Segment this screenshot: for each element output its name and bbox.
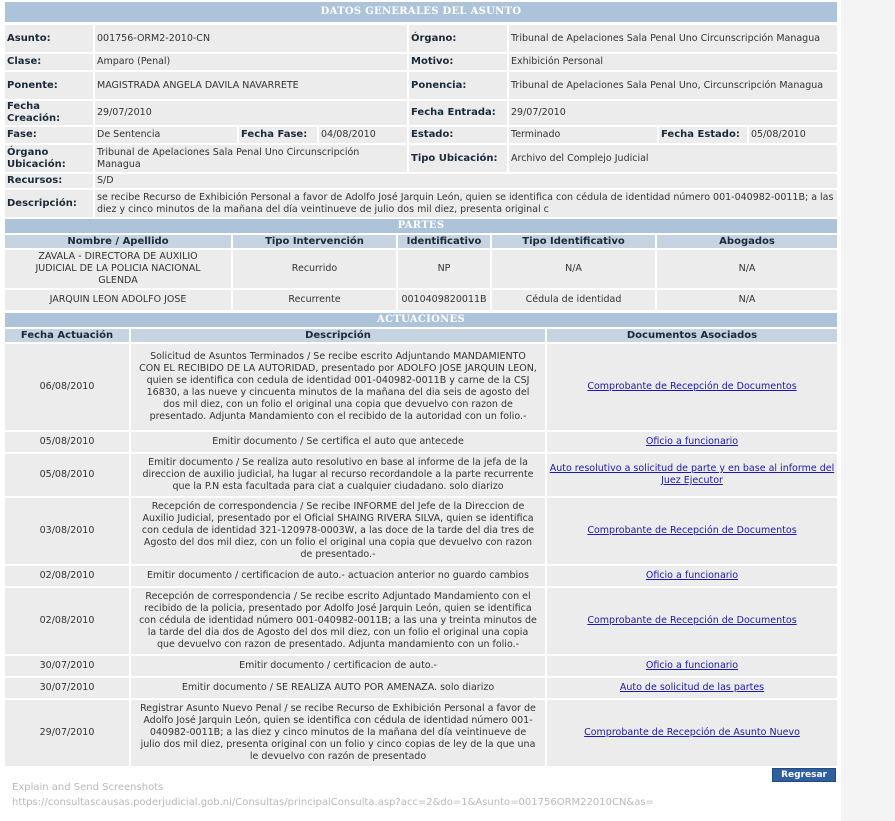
recursos-value: S/D xyxy=(95,174,837,188)
actu-documento-cell xyxy=(547,678,837,698)
parte-identificativo: NP xyxy=(398,250,490,288)
page-content xyxy=(3,0,839,768)
organo-ubicacion-label: Órgano Ubicación: xyxy=(5,145,93,172)
parte-tipo-intervencion: Recurrido xyxy=(233,250,396,288)
motivo-label: Motivo: xyxy=(409,54,507,70)
actu-col-documentos: Documentos Asociados xyxy=(547,329,837,342)
organo-label: Órgano: xyxy=(409,25,507,52)
documento-link[interactable]: Comprobante de Recepción de Documentos xyxy=(587,381,797,392)
partes-header: PARTES xyxy=(5,219,837,233)
fecha-fase-value: 04/08/2010 xyxy=(319,127,407,143)
actu-fecha: 05/08/2010 xyxy=(5,454,129,496)
actu-descripcion: Emitir documento / Se certifica el auto que antecede xyxy=(131,432,545,452)
actu-documento-cell xyxy=(547,344,837,430)
datos-generales-header: DATOS GENERALES DEL ASUNTO xyxy=(5,2,837,22)
parte-abogados: N/A xyxy=(657,250,837,288)
table-row xyxy=(5,700,837,766)
estado-label: Estado: xyxy=(409,127,507,143)
actu-fecha: 29/07/2010 xyxy=(5,700,129,766)
fecha-creacion-value: 29/07/2010 xyxy=(95,101,407,125)
table-row xyxy=(5,588,837,654)
clase-label: Clase: xyxy=(5,54,93,70)
parte-nombre: JARQUIN LEON ADOLFO JOSE xyxy=(5,290,231,310)
motivo-value: Exhibición Personal xyxy=(509,54,837,70)
fecha-creacion-label: Fecha Creación: xyxy=(5,101,93,125)
general-data-table xyxy=(3,23,839,219)
actu-documento-cell xyxy=(547,566,837,586)
actu-descripcion: Emitir documento / certificacion de auto.- actuacion anterior no guardo cambios xyxy=(131,566,545,586)
ponente-label: Ponente: xyxy=(5,72,93,99)
fecha-entrada-label: Fecha Entrada: xyxy=(409,101,507,125)
parte-tipo-identificativo: N/A xyxy=(492,250,655,288)
documento-link[interactable]: Comprobante de Recepción de Documentos xyxy=(587,525,797,536)
ponente-value: MAGISTRADA ANGELA DAVILA NAVARRETE xyxy=(95,72,407,99)
partes-col-tipo-identificativo: Tipo Identificativo xyxy=(492,235,655,248)
table-row xyxy=(5,250,837,288)
actuaciones-header: ACTUACIONES xyxy=(5,313,837,327)
actuaciones-table xyxy=(3,327,839,768)
table-row xyxy=(5,344,837,430)
descripcion-label: Descripción: xyxy=(5,190,93,217)
table-row xyxy=(5,498,837,564)
parte-tipo-intervencion: Recurrente xyxy=(233,290,396,310)
asunto-label: Asunto: xyxy=(5,25,93,52)
actu-fecha: 30/07/2010 xyxy=(5,678,129,698)
descripcion-value: se recibe Recurso de Exhibición Personal a favor de Adolfo José Jarquin León, quien se identifica con cédula de identidad número 001-040982-0011B; a las diez y cinco minutos de la mañana del día veintinueve de julio dos mil diez, presenta original c xyxy=(95,190,837,217)
page-url-text: https://consultascausas.poderjudicial.gob.ni/Consultas/principalConsulta.asp?acc=2&do=1&Asunto=001756ORM22010CN&as= xyxy=(12,797,654,808)
actu-col-fecha: Fecha Actuación xyxy=(5,329,129,342)
explain-screenshots-text: Explain and Send Screenshots xyxy=(12,782,164,793)
partes-col-identificativo: Identificativo xyxy=(398,235,490,248)
asunto-value: 001756-ORM2-2010-CN xyxy=(95,25,407,52)
partes-col-tipo-intervencion: Tipo Intervención xyxy=(233,235,396,248)
fecha-estado-value: 05/08/2010 xyxy=(749,127,837,143)
actu-descripcion: Recepción de correspondencia / Se recibe escrito Adjuntado Mandamiento con el recibido de la policia, presentado por Adolfo José Jarquin León, quien se identifica con cédula de identidad número 001-040982-0011B; a las una y treinta minutos de la tarde del dia dos de Agosto del dos mil diez, con un folio el original una copia que devuelvo con razon de presentado. Adjunta mandamiento con un folio.- xyxy=(131,588,545,654)
organo-value: Tribunal de Apelaciones Sala Penal Uno Circunscripción Managua xyxy=(509,25,837,52)
parte-tipo-identificativo: Cédula de identidad xyxy=(492,290,655,310)
actu-col-descripcion: Descripción xyxy=(131,329,545,342)
organo-ubicacion-value: Tribunal de Apelaciones Sala Penal Uno Circunscripción Managua xyxy=(95,145,407,172)
right-margin xyxy=(841,0,895,821)
tipo-ubicacion-label: Tipo Ubicación: xyxy=(409,145,507,172)
table-row xyxy=(5,678,837,698)
recursos-label: Recursos: xyxy=(5,174,93,188)
actu-fecha: 03/08/2010 xyxy=(5,498,129,564)
actu-documento-cell xyxy=(547,432,837,452)
table-row xyxy=(5,566,837,586)
documento-link[interactable]: Auto resolutivo a solicitud de parte y en base al informe del Juez Ejecutor xyxy=(549,463,835,486)
actu-fecha: 06/08/2010 xyxy=(5,344,129,430)
parte-nombre: ZAVALA - DIRECTORA DE AUXILIO JUDICIAL DE LA POLICIA NACIONAL GLENDA xyxy=(5,250,231,288)
partes-col-abogados: Abogados xyxy=(657,235,837,248)
table-row xyxy=(5,454,837,496)
documento-link[interactable]: Comprobante de Recepción de Documentos xyxy=(587,615,797,626)
table-row xyxy=(5,656,837,676)
actu-fecha: 05/08/2010 xyxy=(5,432,129,452)
documento-link[interactable]: Oficio a funcionario xyxy=(645,660,739,671)
ponencia-value: Tribunal de Apelaciones Sala Penal Uno, Circunscripción Managua xyxy=(509,72,837,99)
clase-value: Amparo (Penal) xyxy=(95,54,407,70)
documento-link[interactable]: Oficio a funcionario xyxy=(645,436,739,447)
parte-abogados: N/A xyxy=(657,290,837,310)
actu-descripcion: Emitir documento / Se realiza auto resolutivo en base al informe de la jefa de la direccion de auxilio judicial, ha lugar al recurso recordandole a la parte recurrente que la P.N esta facultada para ciat a cualquier ciudadano. solo diarizo xyxy=(131,454,545,496)
actu-fecha: 02/08/2010 xyxy=(5,566,129,586)
fecha-entrada-value: 29/07/2010 xyxy=(509,101,837,125)
documento-link[interactable]: Oficio a funcionario xyxy=(645,570,739,581)
actu-documento-cell xyxy=(547,454,837,496)
actu-documento-cell xyxy=(547,700,837,766)
actu-documento-cell xyxy=(547,656,837,676)
table-row xyxy=(5,432,837,452)
actu-descripcion: Registrar Asunto Nuevo Penal / se recibe Recurso de Exhibición Personal a favor de Adolfo José Jarquin León, quien se identifica con cédula de identidad número 001-040982-0011B; a las diez y cinco minutos de la mañana del día veintinueve de julio dos mil diez, presenta original con un folio y cinco copias de ley de la que una le devuelvo con razón de presentado xyxy=(131,700,545,766)
documento-link[interactable]: Comprobante de Recepción de Asunto Nuevo xyxy=(584,727,800,738)
estado-value: Terminado xyxy=(509,127,657,143)
table-row xyxy=(5,290,837,310)
actu-documento-cell xyxy=(547,498,837,564)
regresar-button[interactable]: Regresar xyxy=(772,768,836,782)
fecha-fase-label: Fecha Fase: xyxy=(239,127,317,143)
documento-link[interactable]: Auto de solicitud de las partes xyxy=(619,682,765,693)
fase-label: Fase: xyxy=(5,127,93,143)
actu-descripcion: Emitir documento / SE REALIZA AUTO POR AMENAZA. solo diarizo xyxy=(131,678,545,698)
actu-fecha: 30/07/2010 xyxy=(5,656,129,676)
fase-value: De Sentencia xyxy=(95,127,237,143)
actu-documento-cell xyxy=(547,588,837,654)
actu-descripcion: Emitir documento / certificacion de auto.- xyxy=(131,656,545,676)
fecha-estado-label: Fecha Estado: xyxy=(659,127,747,143)
actu-descripcion: Recepción de correspondencia / Se recibe INFORME del Jefe de la Direccion de Auxilio Judicial, presentado por el Oficial SHAING RIVERA SILVA, quien se identifica con cedula de identidad 321-120978-0003W, a las doce de la tarde del dia tres de Agosto del dos mil diez, con un folio el original una copia que devuelvo con razon de presentado.- xyxy=(131,498,545,564)
actu-descripcion: Solicitud de Asuntos Terminados / Se recibe escrito Adjuntando MANDAMIENTO CON EL RECIBIDO DE LA AUTORIDAD, presentado por ADOLFO JOSE JARQUIN LEON, quien se identifica con cedula de identidad 001-040982-0011B y carne de la CSJ 16830, a las nueve y cincuenta minutos de la mañana del dia seis de agosto del dos mil diez, con un folio el original una copia que devuelvo con razon de presentado. Adjunta Mandamiento con el recibido de la autoridad con un folio.- xyxy=(131,344,545,430)
ponencia-label: Ponencia: xyxy=(409,72,507,99)
partes-table xyxy=(3,233,839,312)
tipo-ubicacion-value: Archivo del Complejo Judicial xyxy=(509,145,837,172)
actu-fecha: 02/08/2010 xyxy=(5,588,129,654)
parte-identificativo: 0010409820011B xyxy=(398,290,490,310)
partes-col-nombre: Nombre / Apellido xyxy=(5,235,231,248)
